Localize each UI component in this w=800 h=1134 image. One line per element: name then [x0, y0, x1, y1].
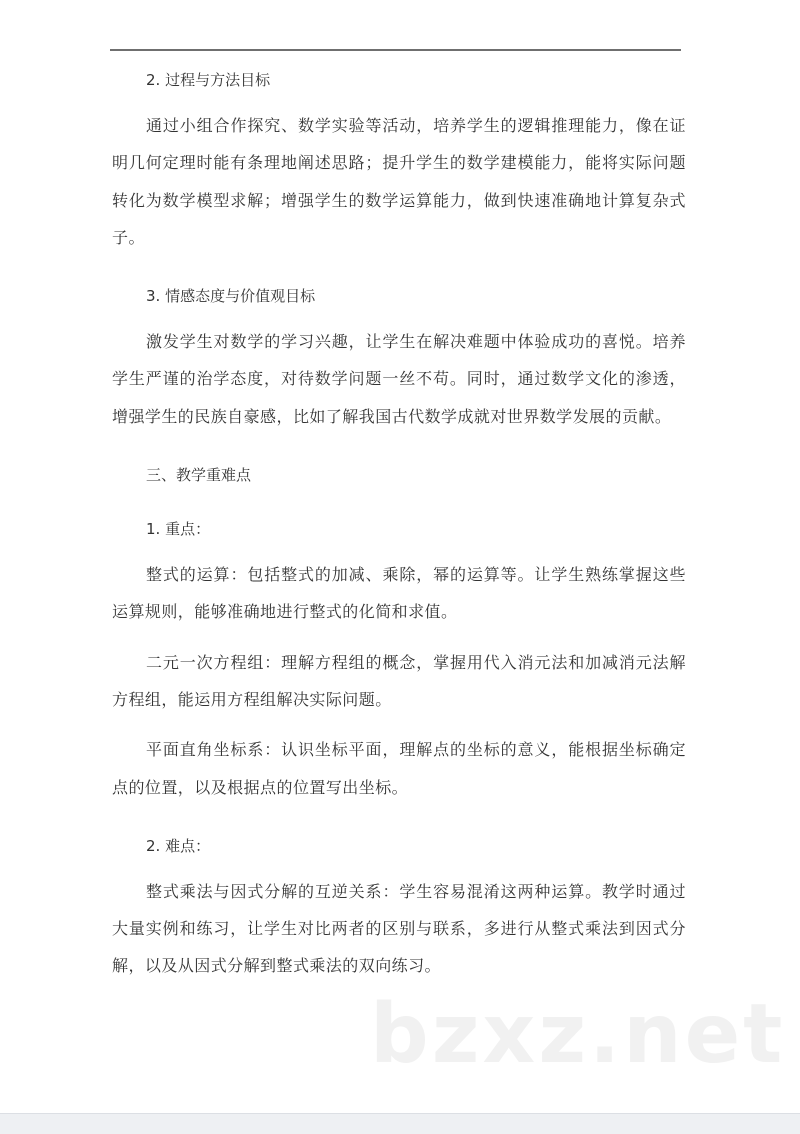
key-heading: 1. 重点： — [146, 520, 211, 539]
emotion-goal-heading: 3. 情感态度与价值观目标 — [146, 287, 316, 306]
difficult-heading: 2. 难点： — [146, 836, 211, 855]
document-body — [112, 66, 686, 985]
key-item-integer-operations: 整式的运算：包括整式的加减、乘除，幂的运算等。让学生熟练掌握这些运算规则，能够准确地进行整式的化简和求值。 — [112, 565, 686, 622]
emotion-goal-paragraph: 激发学生对数学的学习兴趣，让学生在解决难题中体验成功的喜悦。培养学生严谨的治学态度，对待数学问题一丝不苟。同时，通过数学文化的渗透，增强学生的民族自豪感，比如了解我国古代数学成就对世界数学发展的贡献。 — [112, 332, 686, 426]
key-item-coordinate-system: 平面直角坐标系：认识坐标平面，理解点的坐标的意义，能根据坐标确定点的位置，以及根据点的位置写出坐标。 — [112, 740, 686, 797]
process-goal-heading: 2. 过程与方法目标 — [146, 71, 271, 89]
watermark-logo: bzxz.net — [370, 987, 786, 1082]
footer-band — [0, 1113, 800, 1134]
key-item-linear-equations: 二元一次方程组：理解方程组的概念，掌握用代入消元法和加减消元法解方程组，能运用方程组解决实际问题。 — [112, 652, 686, 709]
difficult-item-inverse-relation: 整式乘法与因式分解的互逆关系：学生容易混淆这两种运算。教学时通过大量实例和练习，让学生对比两者的区别与联系，多进行从整式乘法到因式分解，以及从因式分解到整式乘法的双向练习。 — [112, 881, 686, 976]
process-goal-paragraph: 通过小组合作探究、数学实验等活动，培养学生的逻辑推理能力，像在证明几何定理时能有条理地阐述思路；提升学生的数学建模能力，能将实际问题转化为数学模型求解；增强学生的数学运算能力，做到快速准确地计算复杂式子。 — [112, 116, 686, 247]
header-rule — [110, 49, 681, 51]
key-points-title: 三、教学重难点 — [146, 466, 252, 485]
